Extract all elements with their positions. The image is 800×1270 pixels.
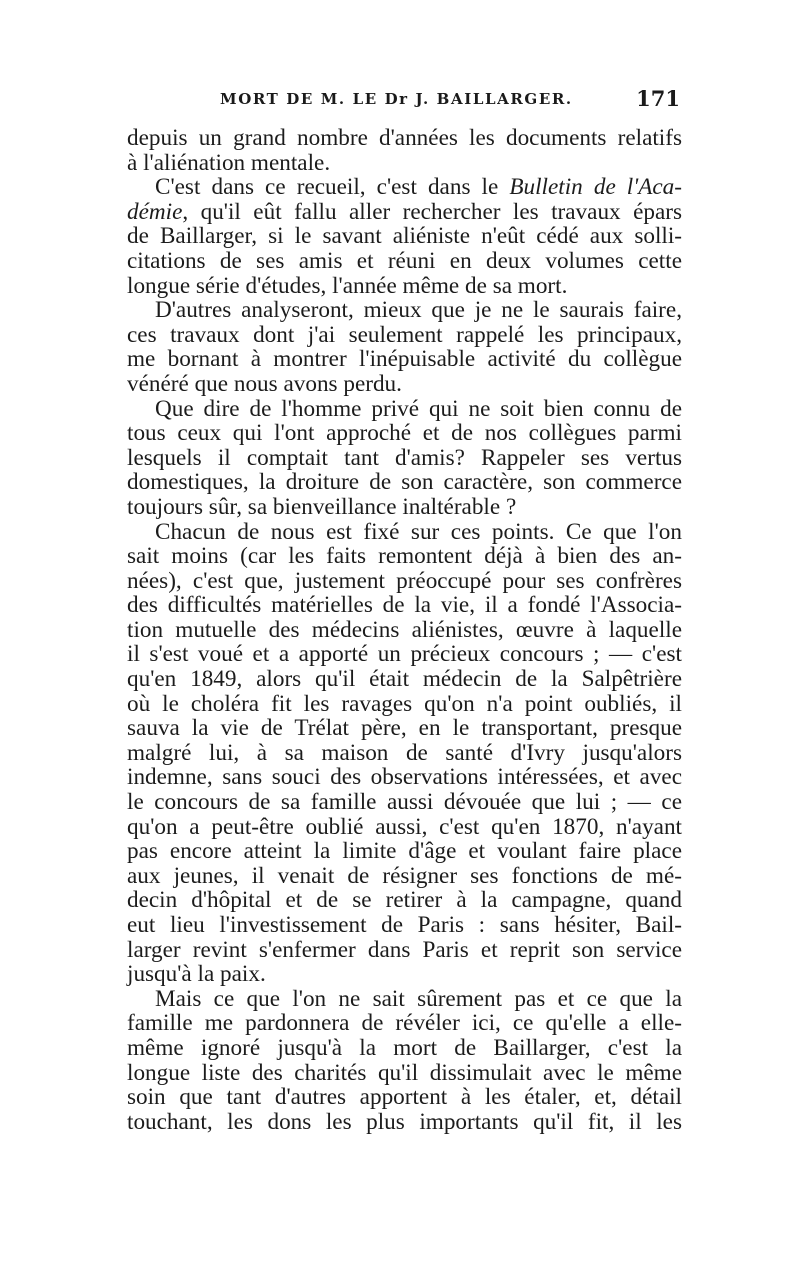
text-line: qu'en 1849, alors qu'il était médecin de la Salpêtrière [127,666,682,693]
text-line: citations de ses amis et réuni en deux volumes cette [127,247,682,274]
text-line: de Baillarger, si le savant aliéniste n'eût cédé aux solli- [127,223,682,250]
text-line: lesquels il comptait tant d'amis? Rappeler ses vertus [127,444,682,471]
text-line: longue série d'études, l'année même de sa mort. [127,272,568,299]
text-line: à l'aliénation mentale. [127,149,331,176]
text-line: tous ceux qui l'ont approché et de nos collègues parmi [127,420,682,447]
running-head [128,86,680,116]
text-line: touchant, les dons les plus importants qu'il fit, il les [127,1108,682,1135]
text-line: démie, qu'il eût fallu aller rechercher les travaux épars [127,198,682,225]
text-line: ces travaux dont j'ai seulement rappelé les principaux, [127,321,682,348]
text-line: qu'on a peut-être oublié aussi, c'est qu'en 1870, n'ayant [127,813,682,840]
text-line: toujours sûr, sa bienveillance inaltérable ? [127,493,517,520]
text-line: Que dire de l'homme privé qui ne soit bien connu de [155,395,682,422]
text-line: eut lieu l'investissement de Paris : sans hésiter, Bail- [127,912,682,938]
text-line: famille me pardonnera de révéler ici, ce qu'elle a elle- [127,1010,682,1037]
text-line: malgré lui, à sa maison de santé d'Ivry jusqu'alors [127,739,682,766]
text-line: domestiques, la droiture de son caractère, son commerce [127,469,682,496]
text-line: aux jeunes, il venait de résigner ses fonctions de mé- [127,862,682,889]
text-line: C'est dans ce recueil, c'est dans le Bulletin de l'Aca- [155,174,682,201]
text-line: même ignoré jusqu'à la mort de Baillarger, c'est la [127,1034,682,1061]
text-line: le concours de sa famille aussi dévouée que lui ; — ce [127,789,682,816]
text-line: vénéré que nous avons perdu. [127,370,402,397]
text-line: me bornant à montrer l'inépuisable activité du collègue [127,346,682,373]
text-line: où le choléra fit les ravages qu'on n'a point oubliés, il [127,690,682,717]
text-line: larger revint s'enfermer dans Paris et reprit son service [127,936,682,963]
text-line: Mais ce que l'on ne sait sûrement pas et ce que la [155,985,682,1012]
text-line: il s'est voué et a apporté un précieux concours ; — c'est [127,641,682,668]
text-line: longue liste des charités qu'il dissimulait avec le même [127,1059,682,1086]
text-line: jusqu'à la paix. [127,961,266,988]
text-line: sait moins (car les faits remontent déjà à bien des an- [127,543,682,570]
text-line: tion mutuelle des médecins aliénistes, œuvre à laquelle [127,616,682,643]
text-line: sauva la vie de Trélat père, en le transportant, presque [127,715,682,742]
page-number: 171 [636,86,680,111]
text-line: depuis un grand nombre d'années les documents relatifs [127,125,682,151]
text-line: nées), c'est que, justement préoccupé pour ses confrères [127,567,682,594]
body-text [127,126,682,1134]
text-line: decin d'hôpital et de se retirer à la campagne, quand [127,887,682,914]
text-line: Chacun de nous est fixé sur ces points. Ce que l'on [155,518,682,545]
text-line: soin que tant d'autres apportent à les étaler, et, détail [127,1084,682,1111]
running-title: MORT DE M. LE Dr J. BAILLARGER. [220,90,573,108]
text-line: pas encore atteint la limite d'âge et voulant faire place [127,838,682,865]
text-line: indemne, sans souci des observations intéressées, et avec [127,764,682,791]
text-line: D'autres analyseront, mieux que je ne le saurais faire, [155,297,682,324]
text-line: des difficultés matérielles de la vie, il a fondé l'Associa- [127,592,682,619]
